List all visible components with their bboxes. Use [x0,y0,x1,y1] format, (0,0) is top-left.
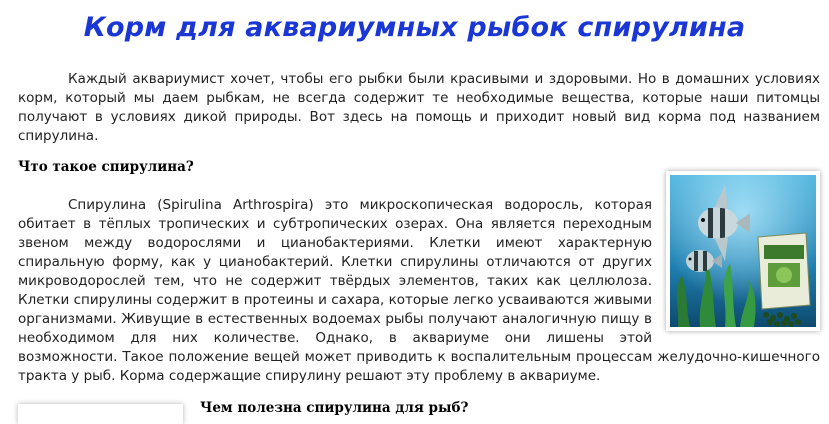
bottom-image-frame [18,404,183,424]
section-what-is-body [18,196,820,386]
aquarium-spirulina-photo [666,171,820,331]
section-heading-what-is: Что такое спирулина? [18,159,194,175]
page-title: Корм для аквариумных рыбок спирулина [83,12,746,43]
spirulina-package-icon [758,233,810,309]
aquarium-photo-illustration [670,175,816,327]
intro-paragraph: Каждый аквариумист хочет, чтобы его рыбки были красивыми и здоровыми. Но в домашних условиях корм, который мы даем рыбкам, не всегда содержит те необходимые вещества, которые наши питомцы получают в условиях дикой природы. Вот здесь на помощь и приходит новый вид корма под названием спирулина. [18,71,820,144]
section-heading-benefits: Чем полезна спирулина для рыб? [200,400,469,416]
section-what-is-text: Спирулина (Spirulina Arthrospira) это микроскопическая водоросль, которая обитает в тёплых тропических и субтропических озерах. Она является переходным звеном между водорослями и цианобактериями. Клетки имеют характерную спиральную форму, как у цианобактерий. Клетки спирулины отличаются от других микроводорослей тем, что не содержит твёрдых элементов, таких как целлюлоза. Клетки спирулины содержит в протеины и сахара, которые легко усваиваются живыми организмами. Живущие в естественных водоемах рыбы получают аналогичную пищу в необходимом для них количестве. Однако, в аквариуме они лишены этой возможности. Такое положение вещей может приводить к воспалительным процессам желудочно-кишечного тракта у рыб. Корма содержащие спирулину решают эту проблему в аквариуме. [18,197,820,384]
